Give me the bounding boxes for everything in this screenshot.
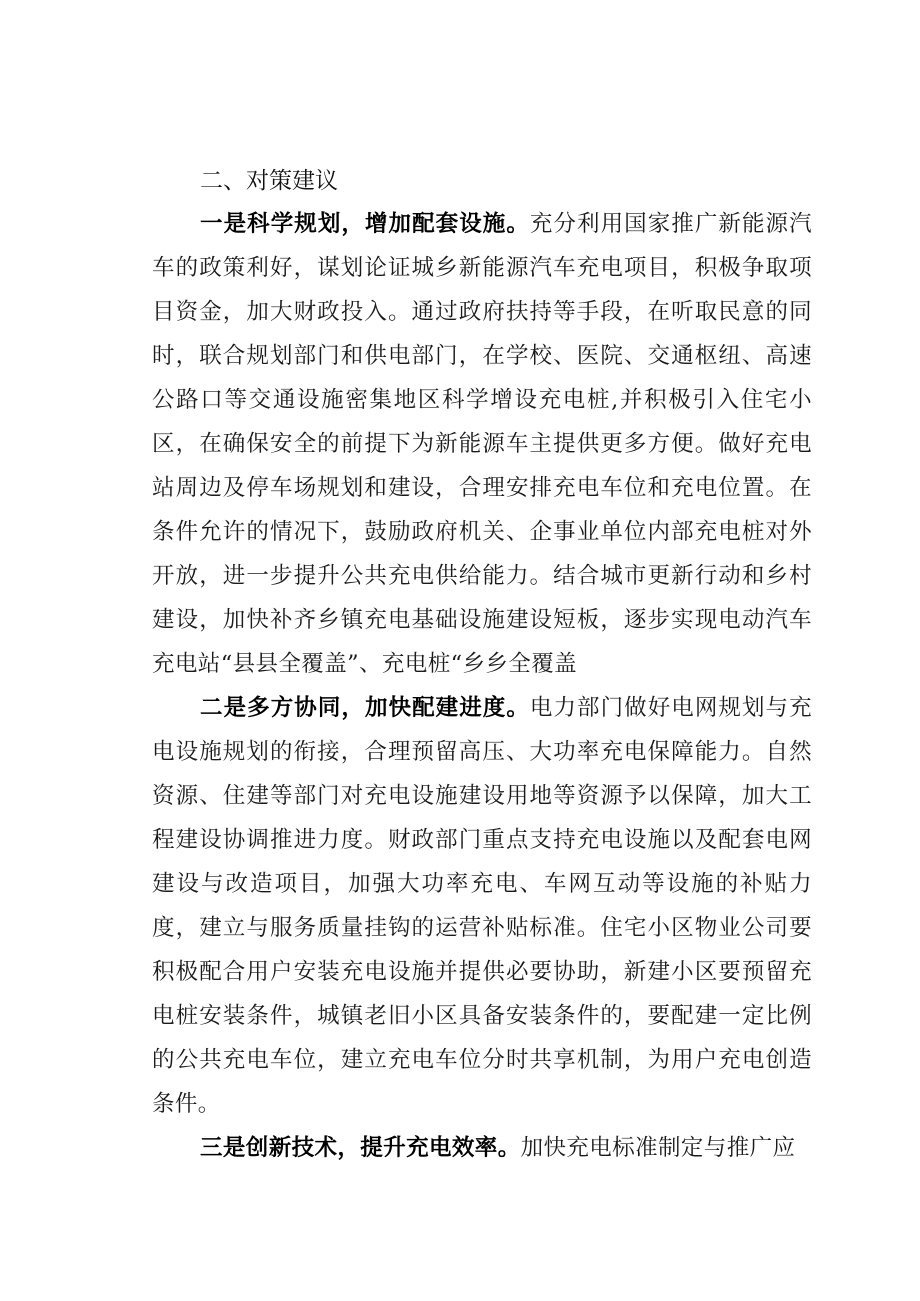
section-heading: 二、对策建议 [200, 168, 338, 194]
paragraph-innovation [152, 1126, 812, 1170]
document-body [152, 160, 812, 1170]
paragraph-planning [152, 202, 812, 686]
paragraph-coordination [152, 686, 812, 1126]
paragraph-lead: 二是多方协同，加快配建进度。 [200, 695, 530, 721]
paragraph-lead: 一是科学规划，增加配套设施。 [200, 211, 530, 237]
paragraph-text: 电力部门做好电网规划与充电设施规划的衔接，合理预留高压、大功率充电保障能力。自然资源、住建等部门对充电设施建设用地等资源予以保障，加大工程建设协调推进力度。财政部门重点支持充电设施以及配套电网建设与改造项目，加强大功率充电、车网互动等设施的补贴力度，建立与服务质量挂钩的运营补贴标准。住宅小区物业公司要积极配合用户安装充电设施并提供必要协助，新建小区要预留充电桩安装条件，城镇老旧小区具备安装条件的，要配建一定比例的公共充电车位，建立充电车位分时共享机制，为用户充电创造条件。 [152, 695, 812, 1117]
paragraph-lead: 三是创新技术，提升充电效率。 [200, 1135, 521, 1161]
paragraph-text: 充分利用国家推广新能源汽车的政策利好，谋划论证城乡新能源汽车充电项目，积极争取项目资金，加大财政投入。通过政府扶持等手段，在听取民意的同时，联合规划部门和供电部门，在学校、医院、交通枢纽、高速公路口等交通设施密集地区科学增设充电桩,并积极引入住宅小区，在确保安全的前提下为新能源车主提供更多方便。做好充电站周边及停车场规划和建设，合理安排充电车位和充电位置。在条件允许的情况下，鼓励政府机关、企事业单位内部充电桩对外开放，进一步提升公共充电供给能力。结合城市更新行动和乡村建设，加快补齐乡镇充电基础设施建设短板，逐步实现电动汽车充电站“县县全覆盖”、充电桩“乡乡全覆盖 [152, 211, 812, 677]
paragraph-text: 加快充电标准制定与推广应 [520, 1135, 796, 1161]
